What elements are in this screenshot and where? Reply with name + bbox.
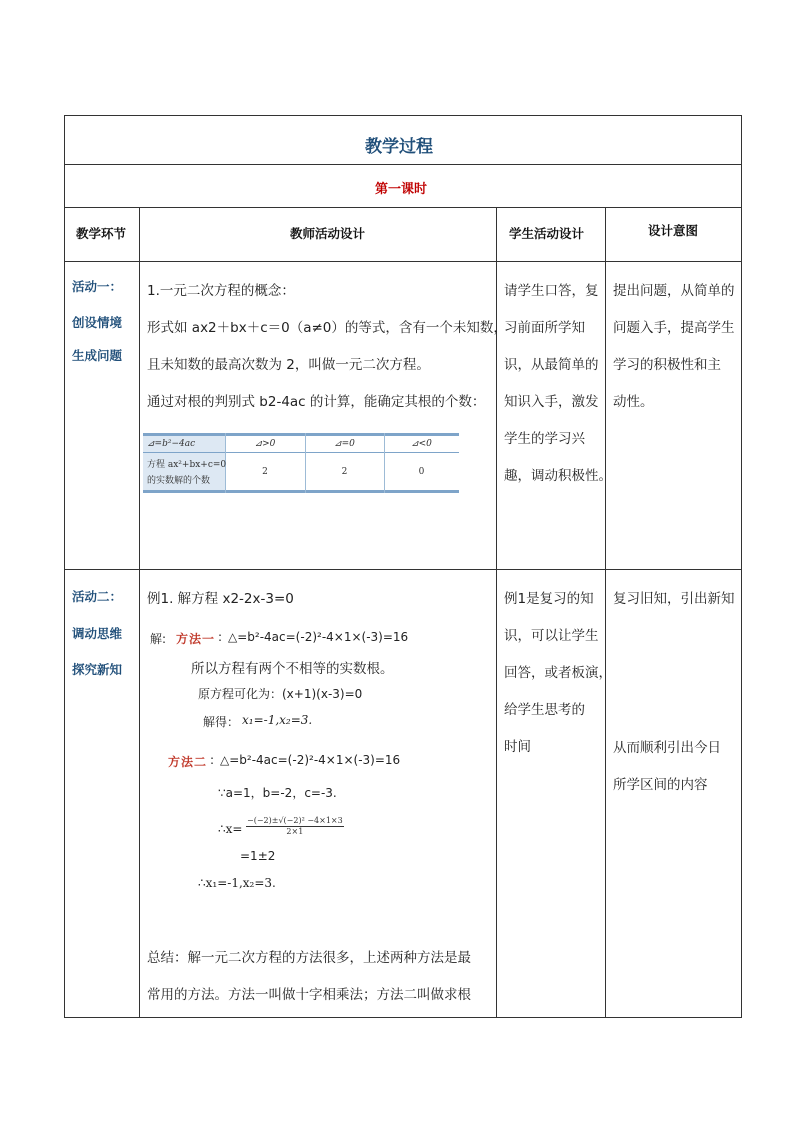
formula-numerator: −(−2)±√(−2)² −4×1×3 [247, 816, 343, 825]
student-activity-text: 识，从最简单的 [504, 357, 599, 373]
column-header-intent: 设计意图 [648, 223, 699, 238]
lesson-table [64, 115, 742, 1018]
student-activity-text: 时间 [504, 739, 531, 755]
concept-text: 形式如 ax2＋bx＋c＝0（a≠0）的等式，含有一个未知数， [147, 320, 507, 336]
activity2-label: 探究新知 [72, 662, 123, 677]
design-intent-text: 提出问题，从简单的 [613, 283, 735, 299]
column-header-student: 学生活动设计 [509, 226, 585, 241]
solution-label: 解: [150, 632, 167, 646]
student-activity-text: 请学生口答，复 [504, 283, 599, 299]
activity2-label: 调动思维 [72, 626, 123, 641]
table-header-cell: ⊿=0 [334, 439, 355, 449]
method-two-colon: : [210, 753, 215, 767]
method-one-step: 原方程可化为：(x+1)(x-3)=0 [198, 687, 363, 701]
student-activity-text: 趣，调动积极性。 [504, 468, 612, 484]
method-two-discriminant: △=b²-4ac=(-2)²-4×1×(-3)=16 [220, 753, 401, 767]
activity1-label: 活动一： [72, 279, 123, 294]
method-one-colon: : [218, 630, 223, 644]
table-divider [64, 261, 742, 262]
method-two-coefficients: ∵a=1，b=-2，c=-3. [218, 786, 337, 800]
table-divider [64, 207, 742, 208]
summary-text: 常用的方法。方法一叫做十字相乘法；方法二叫做求根 [147, 987, 471, 1003]
student-activity-text: 识，可以让学生 [504, 628, 599, 644]
method-two-step: =1±2 [240, 849, 276, 863]
lesson-label: 第一课时 [375, 182, 428, 197]
student-activity-text: 学生的学习兴 [504, 431, 585, 447]
formula-denominator: 2×1 [286, 827, 304, 836]
student-activity-text: 习前面所学知 [504, 320, 585, 336]
table-row-label: 的实数解的个数 [147, 476, 211, 486]
activity1-label: 生成问题 [72, 348, 123, 363]
activity1-label: 创设情境 [72, 315, 123, 330]
design-intent-text: 动性。 [613, 394, 654, 410]
method-one-result: x₁=-1,x₂=3. [242, 713, 313, 727]
column-divider [139, 207, 140, 1018]
design-intent-text: 学习的积极性和主 [613, 357, 721, 373]
design-intent-text: 问题入手，提高学生 [613, 320, 735, 336]
page-title: 教学过程 [365, 137, 433, 157]
concept-text: 且未知数的最高次数为 2，叫做一元二次方程。 [147, 357, 430, 373]
activity2-label: 活动二： [72, 589, 123, 604]
concept-text: 通过对根的判别式 b2-4ac 的计算，能确定其根的个数： [147, 394, 486, 410]
method-one-solved-label: 解得： [203, 715, 240, 729]
student-activity-text: 知识入手，激发 [504, 394, 599, 410]
table-header-cell: ⊿>0 [254, 439, 276, 449]
summary-text: 总结：解一元二次方程的方法很多，上述两种方法是最 [147, 950, 471, 966]
column-header-teacher: 教师活动设计 [290, 226, 366, 241]
table-row-label: 方程 ax²+bx+c=0 [147, 460, 227, 470]
method-one-discriminant: △=b²-4ac=(-2)²-4×1×(-3)=16 [228, 630, 409, 644]
method-two-x: ∴x= [218, 822, 243, 836]
method-two-label: 方法二 [168, 755, 208, 769]
student-activity-text: 回答，或者板演， [504, 665, 612, 681]
quadratic-formula [246, 816, 344, 836]
table-header-cell: ⊿=b²−4ac [147, 439, 196, 449]
student-activity-text: 例1是复习的知 [504, 591, 594, 607]
example-title: 例1. 解方程 x2-2x-3=0 [147, 591, 294, 607]
table-cell: 2 [262, 467, 268, 477]
table-divider [64, 164, 742, 165]
method-one-label: 方法一 [176, 632, 216, 646]
design-intent-text: 所学区间的内容 [613, 777, 708, 793]
method-one-step: 所以方程有两个不相等的实数根。 [191, 661, 394, 677]
column-header-stage: 教学环节 [76, 226, 127, 241]
method-two-result: ∴x₁=-1,x₂=3. [198, 876, 276, 890]
table-cell: 0 [418, 467, 425, 477]
concept-heading: 1.一元二次方程的概念： [147, 283, 295, 299]
table-cell: 2 [341, 467, 348, 477]
design-intent-text: 从而顺利引出今日 [613, 740, 721, 756]
student-activity-text: 给学生思考的 [504, 702, 585, 718]
table-divider [64, 569, 742, 570]
design-intent-text: 复习旧知，引出新知 [613, 591, 735, 607]
discriminant-table [143, 433, 459, 493]
column-divider [605, 207, 606, 1018]
table-header-cell: ⊿<0 [411, 439, 432, 449]
